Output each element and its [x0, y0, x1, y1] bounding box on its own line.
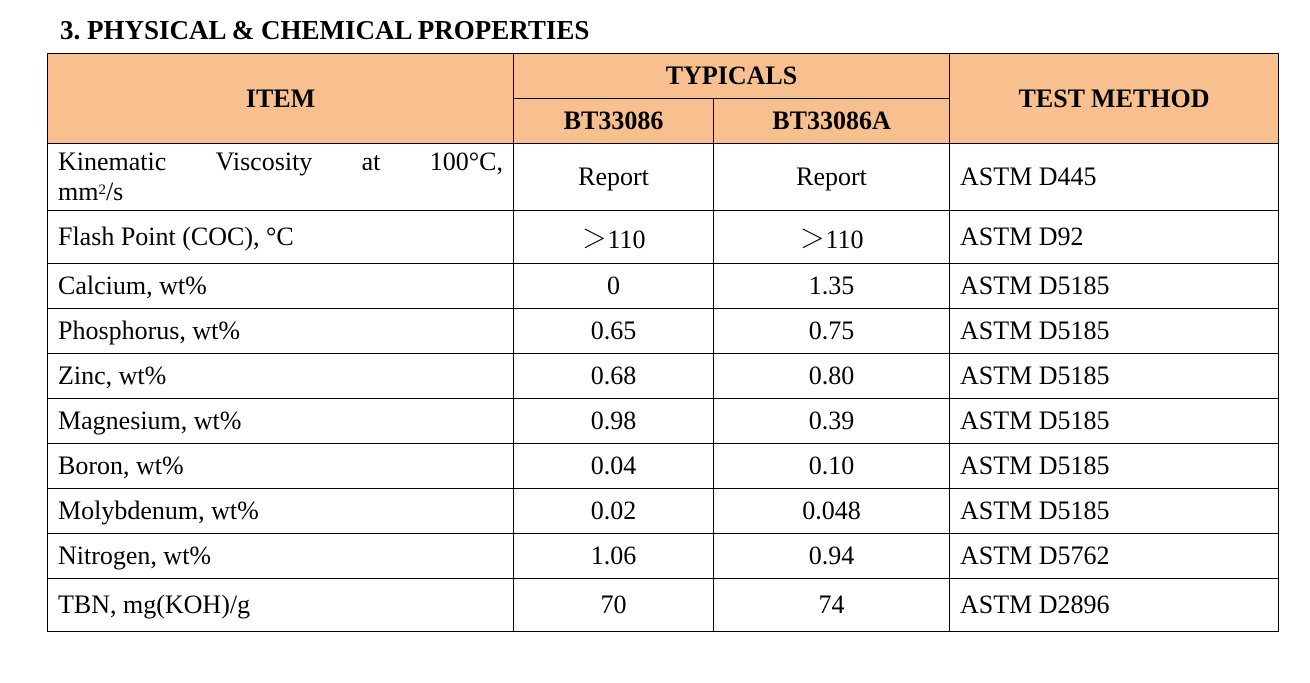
table-row: [48, 211, 1279, 264]
item-word: 100°C,: [429, 147, 503, 176]
method-cell: ASTM D5762: [950, 534, 1279, 579]
unit-tail: /s: [105, 177, 124, 206]
item-cell: Flash Point (COC), °C: [48, 211, 514, 264]
item-cell: Zinc, wt%: [48, 354, 514, 399]
value-a-cell: 0.65: [514, 309, 714, 354]
table-row: [48, 534, 1279, 579]
item-word: Kinematic: [58, 147, 167, 176]
table-row: [48, 264, 1279, 309]
header-product-a: BT33086: [514, 99, 714, 144]
item-cell: TBN, mg(KOH)/g: [48, 579, 514, 632]
item-cell: Calcium, wt%: [48, 264, 514, 309]
method-cell: ASTM D2896: [950, 579, 1279, 632]
value-b-cell: 0.048: [714, 489, 950, 534]
item-cell: Nitrogen, wt%: [48, 534, 514, 579]
method-cell: ASTM D445: [950, 144, 1279, 211]
item-cell: [48, 144, 514, 211]
value-b-cell: ＞110: [714, 211, 950, 264]
table-row: [48, 144, 1279, 211]
item-cell: Magnesium, wt%: [48, 399, 514, 444]
value-b-cell: 0.75: [714, 309, 950, 354]
item-word: Viscosity: [215, 147, 313, 176]
value-a-cell: 0: [514, 264, 714, 309]
unit-base: mm: [58, 177, 99, 206]
value-a-cell: ＞110: [514, 211, 714, 264]
value-a-cell: 0.68: [514, 354, 714, 399]
value-a-cell: 0.02: [514, 489, 714, 534]
table-row: [48, 399, 1279, 444]
value-b-cell: 0.80: [714, 354, 950, 399]
value-a-cell: 70: [514, 579, 714, 632]
value-a-cell: Report: [514, 144, 714, 211]
table-row: [48, 579, 1279, 632]
item-cell: Boron, wt%: [48, 444, 514, 489]
method-cell: ASTM D5185: [950, 264, 1279, 309]
method-cell: ASTM D5185: [950, 399, 1279, 444]
method-cell: ASTM D5185: [950, 309, 1279, 354]
table-header: [48, 54, 1279, 144]
value-a-cell: 0.98: [514, 399, 714, 444]
item-cell: Molybdenum, wt%: [48, 489, 514, 534]
item-word: at: [361, 147, 381, 176]
table-row: [48, 444, 1279, 489]
value-a-cell: 0.04: [514, 444, 714, 489]
header-item: ITEM: [48, 54, 514, 144]
value-b-cell: Report: [714, 144, 950, 211]
value-a-cell: 1.06: [514, 534, 714, 579]
table-row: [48, 309, 1279, 354]
value-b-cell: 74: [714, 579, 950, 632]
value-b-cell: 0.94: [714, 534, 950, 579]
method-cell: ASTM D5185: [950, 489, 1279, 534]
header-test-method: TEST METHOD: [950, 54, 1279, 144]
unit-superscript: 2: [98, 182, 106, 198]
properties-table: [47, 53, 1279, 632]
header-typicals: TYPICALS: [514, 54, 950, 99]
section-title: 3. PHYSICAL & CHEMICAL PROPERTIES: [60, 15, 590, 45]
method-cell: ASTM D5185: [950, 354, 1279, 399]
table-row: [48, 354, 1279, 399]
table-row: [48, 489, 1279, 534]
value-b-cell: 0.39: [714, 399, 950, 444]
header-product-b: BT33086A: [714, 99, 950, 144]
method-cell: ASTM D92: [950, 211, 1279, 264]
value-b-cell: 1.35: [714, 264, 950, 309]
value-b-cell: 0.10: [714, 444, 950, 489]
method-cell: ASTM D5185: [950, 444, 1279, 489]
item-cell: Phosphorus, wt%: [48, 309, 514, 354]
